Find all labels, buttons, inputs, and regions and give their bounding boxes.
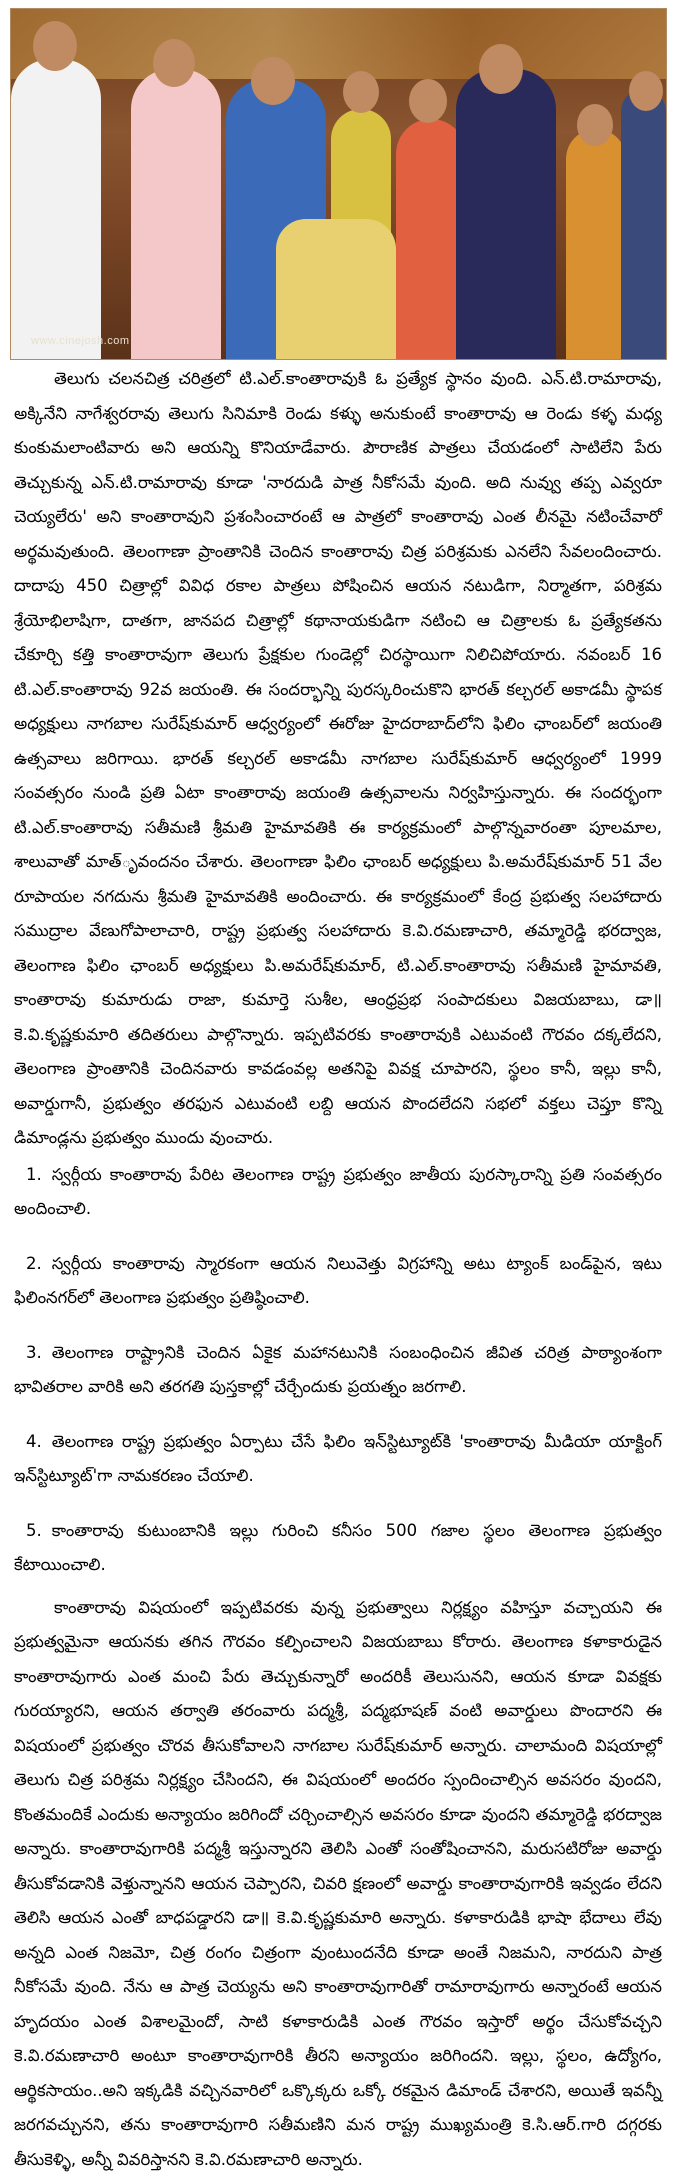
demand-text: తెలంగాణ రాష్ట్ర ప్రభుత్వం ఏర్పాటు చేసే ఫిలిం ఇన్‌స్టిట్యూట్‌కి 'కాంతారావు మీడియా యాక్టింగ్ ఇన్‌స్టిట్యూట్'గా నామకరణం చేయాలి.	[14, 1432, 662, 1486]
person-figure	[131, 69, 221, 359]
demand-item	[14, 1514, 662, 1583]
person-figure	[276, 219, 396, 359]
demand-text: కాంతారావు కుటుంబానికి ఇల్లు గురించి కనీసం 500 గజాల స్థలం తెలంగాణ ప్రభుత్వం కేటాయించాలి.	[14, 1521, 662, 1575]
demand-item	[14, 1425, 662, 1494]
demand-item	[14, 1158, 662, 1227]
person-head	[153, 39, 195, 87]
demand-number: 2.	[26, 1254, 42, 1273]
demand-text: స్వర్గీయ కాంతారావు స్మారకంగా ఆయన నిలువెత్తు విగ్రహాన్ని అటు ట్యాంక్ బండ్‌పైన, ఇటు ఫిలింనగర్‌లో తెలంగాణ ప్రభుత్వం ప్రతిష్ఠించాలి.	[14, 1254, 662, 1308]
person-head	[629, 71, 663, 111]
person-figure	[456, 69, 556, 359]
demand-number: 1.	[26, 1165, 42, 1184]
person-head	[251, 57, 295, 105]
person-figure	[11, 59, 101, 359]
demand-item	[14, 1336, 662, 1405]
demand-number: 5.	[26, 1521, 42, 1540]
article-paragraph: కాంతారావు విషయంలో ఇప్పటివరకు వున్న ప్రభుత్వాలు నిర్లక్ష్యం వహిస్తూ వచ్చాయని ఈ ప్రభుత్వమైనా ఆయనకు తగిన గౌరవం కల్పించాలని విజయబాబు కోరారు. తెలంగాణ కళాకారుడైన కాంతారావుగారు ఎంత మంచి పేరు తెచ్చుకున్నారో అందరికీ తెలుసునని, ఆయన కూడా వివక్షకు గురయ్యారని, ఆయన తర్వాతి తరంవారు పద్మశ్రీ, పద్మభూషణ్ వంటి అవార్డులు పొందారని ఈ విషయంలో ప్రభుత్వం చొరవ తీసుకోవాలని నాగబాల సురేష్‌కుమార్ అన్నారు. చాలామంది విషయాల్లో తెలుగు చిత్ర పరిశ్రమ నిర్లక్ష్యం చేసిందని, ఈ విషయంలో అందరం స్పందించాల్సిన అవసరం వుందని, కొంతమందికే ఎందుకు అన్యాయం జరిగిందో చర్చించాల్సిన అవసరం కూడా వుందని తమ్మారెడ్డి భరద్వాజ అన్నారు. కాంతారావుగారికి పద్మశ్రీ ఇస్తున్నారని తెలిసి ఎంతో సంతోషించానని, మరుసటిరోజు అవార్డు తీసుకోవడానికి వెళ్తున్నానని ఆయన చెప్పారని, చివరి క్షణంలో అవార్డు కాంతారావుగారికి ఇవ్వడం లేదని తెలిసి ఆయన ఎంతో బాధపడ్డారని డా॥ కె.వి.కృష్ణకుమారి అన్నారు. కళాకారుడికి భాషా భేదాలు లేవు అన్నది ఎంత నిజమో, చిత్ర రంగం చిత్రంగా వుంటుందనేది కూడా అంతే నిజమని, నారదుని పాత్ర నీకోసమే వుంది. నేను ఆ పాత్ర చెయ్యను అని కాంతారావుగారితో రామారావుగారు అన్నారంటే ఆయన హృదయం ఎంత విశాలమైందో, సాటి కళాకారుడికి ఎంత గౌరవం ఇస్తారో అర్థం చేసుకోవచ్చని కె.వి.రమణాచారి అంటూ కాంతారావుగారికి తీరని అన్యాయం జరిగిందని. ఇల్లు, స్థలం, ఉద్యోగం, ఆర్థికసాయం..అని ఇక్కడికి వచ్చినవారిలో ఒక్కొక్కరు ఒక్కో రకమైన డిమాండ్ చేశారని, అయితే ఇవన్నీ జరగవచ్చునని, తను కాంతారావుగారి సతీమణిని మన రాష్ట్ర ముఖ్యమంత్రి కె.సి.ఆర్.గారి దగ్గరకు తీసుకెళ్ళి, అన్నీ వివరిస్తానని కె.వి.రమణాచారి అన్నారు.	[14, 1591, 662, 2177]
person-figure	[566, 129, 626, 359]
person-head	[343, 71, 379, 113]
stage-backdrop	[11, 9, 666, 79]
photo-watermark: www.cinejosh.com	[31, 335, 129, 347]
person-head	[33, 21, 77, 71]
demand-text: స్వర్గీయ కాంతారావు పేరిట తెలంగాణ రాష్ట్ర ప్రభుత్వం జాతీయ పురస్కారాన్ని ప్రతి సంవత్సరం అందించాలి.	[14, 1165, 662, 1219]
person-head	[479, 44, 523, 94]
article-paragraph: తెలుగు చలనచిత్ర చరిత్రలో టి.ఎల్.కాంతారావుకి ఓ ప్రత్యేక స్థానం వుంది. ఎన్.టి.రామారావు, అక్కినేని నాగేశ్వరరావు తెలుగు సినిమాకి రెండు కళ్ళు అనుకుంటే కాంతారావు ఆ రెండు కళ్ళ మధ్య కుంకుమలాంటివారు అని ఆయన్ని కొనియాడేవారు. పౌరాణిక పాత్రలు చేయడంలో సాటిలేని పేరు తెచ్చుకున్న ఎన్.టి.రామారావు కూడా 'నారదుడి పాత్ర నీకోసమే వుంది. అది నువ్వు తప్ప ఎవ్వరూ చెయ్యలేరు' అని కాంతారావుని ప్రశంసించారంటే ఆ పాత్రలో కాంతారావు ఎంత లీనమై నటించేవారో అర్థమవుతుంది. తెలంగాణా ప్రాంతానికి చెందిన కాంతారావు చిత్ర పరిశ్రమకు ఎనలేని సేవలందించారు. దాదాపు 450 చిత్రాల్లో వివిధ రకాల పాత్రలు పోషించిన ఆయన నటుడిగా, నిర్మాతగా, పరిశ్రమ శ్రేయోభిలాషిగా, దాతగా, జానపద చిత్రాల్లో కథానాయకుడిగా నటించి ఆ చిత్రాలకు ఓ ప్రత్యేకతను చేకూర్చి కత్తి కాంతారావుగా తెలుగు ప్రేక్షకుల గుండెల్లో చిరస్థాయిగా నిలిచిపోయారు. నవంబర్ 16 టి.ఎల్.కాంతారావు 92వ జయంతి. ఈ సందర్భాన్ని పురస్కరించుకొని భారత్ కల్చరల్ అకాడమీ స్థాపక అధ్యక్షులు నాగబాల సురేష్‌కుమార్ ఆధ్వర్యంలో ఈరోజు హైదరాబాద్‌లోని ఫిలిం ఛాంబర్‌లో జయంతి ఉత్సవాలు జరిగాయి. భారత్ కల్చరల్ అకాడమీ నాగబాల సురేష్‌కుమార్ ఆధ్వర్యంలో 1999 సంవత్సరం నుండి ప్రతి ఏటా కాంతారావు జయంతి ఉత్సవాలను నిర్వహిస్తున్నారు. ఈ సందర్భంగా టి.ఎల్.కాంతారావు సతీమణి శ్రీమతి హైమావతికి ఈ కార్యక్రమంలో పాల్గొన్నవారంతా పూలమాల, శాలువాతో మాత్ృవందనం చేశారు. తెలంగాణా ఫిలిం ఛాంబర్ అధ్యక్షులు పి.అమరేష్‌కుమార్ 51 వేల రూపాయల నగదును శ్రీమతి హైమావతికి అందించారు. ఈ కార్యక్రమంలో కేంద్ర ప్రభుత్వ సలహాదారు సముద్రాల వేణుగోపాలాచారి, రాష్ట్ర ప్రభుత్వ సలహాదారు కె.వి.రమణాచారి, తమ్మారెడ్డి భరద్వాజ, తెలంగాణ ఫిలిం ఛాంబర్ అధ్యక్షులు పి.అమరేష్‌కుమార్, టి.ఎల్.కాంతారావు సతీమణి హైమావతి, కాంతారావు కుమారుడు రాజా, కుమార్తె సుశీల, ఆంధ్రప్రభ సంపాదకులు విజయబాబు, డా॥ కె.వి.కృష్ణకుమారి తదితరులు పాల్గొన్నారు. ఇప్పటివరకు కాంతారావుకి ఎటువంటి గౌరవం దక్కలేదని, తెలంగాణ ప్రాంతానికి చెందినవారు కావడంవల్ల అతనిపై వివక్ష చూపారని, స్థలం కానీ, ఇల్లు కానీ, అవార్డుగానీ, ప్రభుత్వం తరఫున ఎటువంటి లబ్ది ఆయన పొందలేదని సభలో వక్తలు చెప్తూ కొన్ని డిమాండ్లను ప్రభుత్వం ముందు వుంచారు.	[14, 362, 662, 1156]
article-body	[14, 362, 662, 2177]
demand-text: తెలంగాణ రాష్ట్రానికి చెందిన ఏకైక మహానటునికి సంబంధించిన జీవిత చరిత్ర పాఠ్యాంశంగా భావితరాల వారికి అని తరగతి పుస్తకాల్లో చేర్చేందుకు ప్రయత్నం జరగాలి.	[14, 1343, 662, 1397]
event-photo	[10, 8, 667, 360]
person-figure	[621, 89, 666, 359]
demand-number: 4.	[26, 1432, 42, 1451]
person-head	[577, 104, 613, 146]
demands-list	[14, 1158, 662, 1583]
person-head	[409, 79, 447, 123]
demand-item	[14, 1247, 662, 1316]
demand-number: 3.	[26, 1343, 42, 1362]
